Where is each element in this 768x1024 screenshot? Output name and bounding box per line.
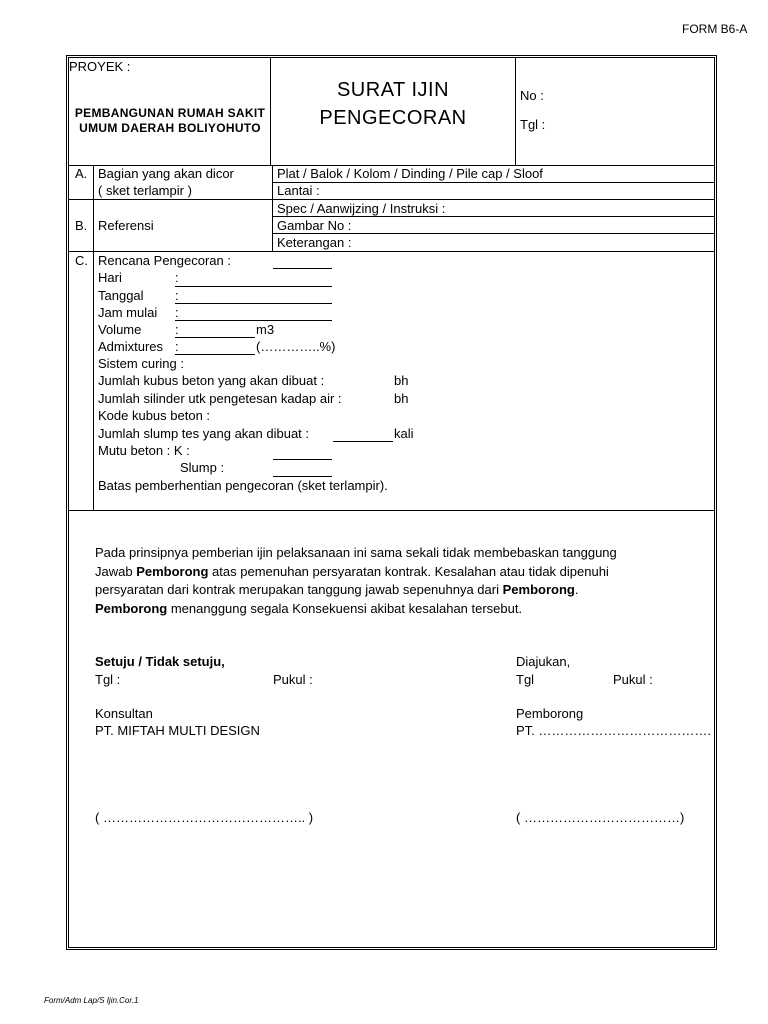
section-a-element-options: Plat / Balok / Kolom / Dinding / Pile cap / Sloof (277, 166, 543, 181)
kode-kubus-label: Kode kubus beton : (98, 408, 211, 423)
section-a-label-line2: ( sket terlampir ) (98, 183, 192, 198)
no-label: No : (520, 88, 544, 103)
jumlah-silinder-label: Jumlah silinder utk pengetesan kadap air : (98, 391, 342, 406)
jumlah-slump-label: Jumlah slump tes yang akan dibuat : (98, 426, 310, 441)
hari-line (175, 286, 332, 287)
slump-label: Slump : (180, 460, 225, 475)
konsultan-company: PT. MIFTAH MULTI DESIGN (95, 723, 260, 738)
kubus-unit: bh (394, 373, 409, 388)
volume-label: Volume (98, 322, 142, 337)
row-line-b2 (272, 233, 715, 234)
statement-line1: Pada prinsipnya pemberian ijin pelaksanaan ini sama sekali tidak membebaskan tanggung (95, 545, 617, 560)
pemborong-label: Pemborong (516, 706, 584, 721)
label-column-divider (272, 165, 273, 252)
section-b-bottom-line (68, 251, 715, 252)
admixtures-line (175, 354, 255, 355)
slump-count-line (333, 441, 393, 442)
footer-code: Form/Adm Lap/S Ijin.Cor.1 (44, 996, 139, 1005)
section-a-label-line1: Bagian yang akan dicor (98, 166, 234, 181)
signature-left: ( ……………………………………….. ) (95, 810, 314, 825)
jumlah-kubus-label: Jumlah kubus beton yang akan dibuat : (98, 373, 325, 388)
tgl-label: Tgl : (520, 117, 546, 132)
statement-line4: Pemborong menanggung segala Konsekuensi akibat kesalahan tersebut. (95, 600, 523, 616)
tgl-left-label: Tgl : (95, 672, 121, 687)
jam-colon: : (175, 305, 179, 320)
section-b-letter: B. (75, 218, 88, 233)
admixtures-percent: (…………..%) (256, 339, 336, 354)
hari-label: Hari (98, 270, 122, 285)
section-a-letter: A. (75, 166, 88, 181)
statement-line3: persyaratan dari kontrak merupakan tanggung jawab sepenuhnya dari Pemborong. (95, 582, 579, 597)
rencana-line (273, 268, 332, 269)
tgl-right-label: Tgl (516, 672, 535, 687)
section-c-letter-divider (93, 251, 94, 510)
volume-colon: : (175, 322, 179, 337)
batas-label: Batas pemberhentian pengecoran (sket terlampir). (98, 478, 388, 493)
row-line-b1 (272, 216, 715, 217)
hari-colon: : (175, 270, 179, 285)
konsultan-label: Konsultan (95, 706, 153, 721)
header-divider-right (515, 58, 516, 165)
section-b-gambar: Gambar No : (277, 218, 352, 233)
volume-line (175, 337, 255, 338)
pemborong-company: PT. …………………………………. (516, 723, 712, 738)
tanggal-label: Tanggal (98, 288, 144, 303)
form-code: FORM B6-A (682, 22, 748, 36)
setuju-label: Setuju / Tidak setuju, (95, 654, 225, 669)
sistem-curing-label: Sistem curing : (98, 356, 184, 371)
volume-unit: m3 (256, 322, 275, 337)
project-name-line1: PEMBANGUNAN RUMAH SAKIT (74, 106, 266, 120)
admixtures-colon: : (175, 339, 179, 354)
jam-mulai-label: Jam mulai (98, 305, 158, 320)
statement-line2: Jawab Pemborong atas pemenuhan persyaratan kontrak. Kesalahan atau tidak dipenuhi (95, 563, 609, 579)
row-line-a1 (272, 182, 715, 183)
section-b-label: Referensi (98, 218, 154, 233)
tanggal-line (175, 303, 332, 304)
diajukan-label: Diajukan, (516, 654, 571, 669)
tanggal-colon: : (175, 288, 179, 303)
project-name-line2: UMUM DAERAH BOLIYOHUTO (79, 121, 261, 135)
section-c-bottom-line (68, 510, 715, 511)
statement-paragraph (95, 544, 695, 618)
slump-line (273, 476, 332, 477)
section-a-bottom-line (68, 199, 715, 200)
rencana-label: Rencana Pengecoran : (98, 253, 231, 268)
signature-right: ( ………………………………) (516, 810, 685, 825)
section-a-lantai: Lantai : (277, 183, 320, 198)
pukul-left-label: Pukul : (273, 672, 313, 687)
section-b-spec: Spec / Aanwijzing / Instruksi : (277, 201, 446, 216)
silinder-unit: bh (394, 391, 409, 406)
admixtures-label: Admixtures (98, 339, 164, 354)
section-b-keterangan: Keterangan : (277, 235, 352, 250)
mutu-beton-line (273, 459, 332, 460)
proyek-label: PROYEK : (69, 59, 131, 74)
page-title-line2: PENGECORAN (319, 107, 467, 129)
pukul-right-label: Pukul : (613, 672, 653, 687)
page-title-line1: SURAT IJIN (336, 79, 450, 101)
mutu-beton-label: Mutu beton : K : (98, 443, 190, 458)
section-c-letter: C. (75, 253, 88, 268)
letter-column-divider (93, 165, 94, 252)
slump-unit: kali (394, 426, 414, 441)
jam-line (175, 320, 332, 321)
